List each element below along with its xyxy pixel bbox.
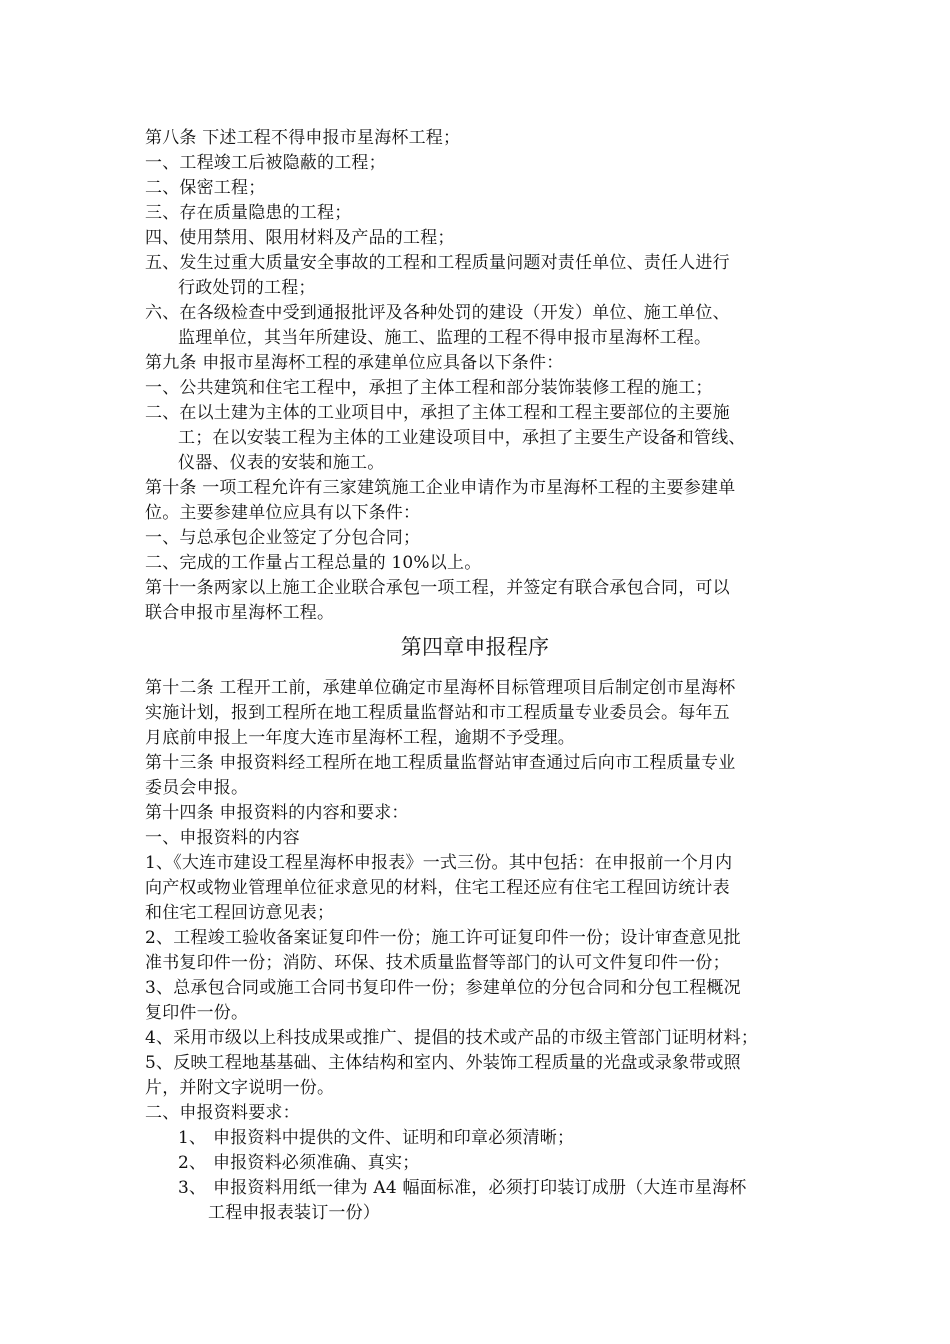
article-8-item-6: 六、在各级检查中受到通报批评及各种处罚的建设（开发）单位、施工单位、 (145, 303, 730, 323)
content-item-1-cont: 和住宅工程回访意见表； (145, 903, 335, 923)
requirement-item-1 (178, 1126, 574, 1151)
requirement-item-3 (178, 1176, 747, 1201)
article-9-item-2-cont: 仪器、仪表的安装和施工。 (178, 453, 385, 473)
article-14-title: 第十四条 申报资料的内容和要求： (145, 803, 409, 823)
content-item-3-cont: 复印件一份。 (145, 1003, 249, 1023)
requirement-number: 1、 (178, 1128, 207, 1148)
article-14-section-1: 一、申报资料的内容 (145, 828, 300, 848)
article-12-line: 月底前申报上一年度大连市星海杯工程，逾期不予受理。 (145, 728, 575, 748)
requirement-text: 申报资料必须准确、真实； (213, 1153, 420, 1173)
article-9-item-2: 二、在以土建为主体的工业项目中，承担了主体工程和工程主要部位的主要施 (145, 403, 730, 423)
content-item-5: 5、反映工程地基基础、主体结构和室内、外装饰工程质量的光盘或录象带或照 (145, 1053, 741, 1073)
requirement-text: 申报资料用纸一律为 A4 幅面标准，必须打印装订成册（大连市星海杯 (213, 1178, 747, 1198)
chapter-4-heading: 第四章申报程序 (400, 635, 550, 659)
article-8-item-6-cont: 监理单位，其当年所建设、施工、监理的工程不得申报市星海杯工程。 (178, 328, 712, 348)
content-item-5-cont: 片，并附文字说明一份。 (145, 1078, 335, 1098)
requirement-item-3-cont: 工程申报表装订一份） (208, 1203, 380, 1223)
article-9-item-2-cont: 工；在以安装工程为主体的工业建设项目中，承担了主要生产设备和管线、 (178, 428, 746, 448)
article-8-title: 第八条 下述工程不得申报市星海杯工程； (145, 128, 461, 148)
content-item-3: 3、总承包合同或施工合同书复印件一份；参建单位的分包合同和分包工程概况 (145, 978, 741, 998)
requirement-number: 3、 (178, 1178, 207, 1198)
content-item-4: 4、采用市级以上科技成果或推广、提倡的技术或产品的市级主管部门证明材料； (145, 1028, 759, 1048)
article-11-line: 联合申报市星海杯工程。 (145, 603, 335, 623)
article-12-line: 实施计划，报到工程所在地工程质量监督站和市工程质量专业委员会。每年五 (145, 703, 730, 723)
article-10-line: 第十条 一项工程允许有三家建筑施工企业申请作为市星海杯工程的主要参建单 (145, 478, 736, 498)
article-8-item-5: 五、发生过重大质量安全事故的工程和工程质量问题对责任单位、责任人进行 (145, 253, 730, 273)
requirement-number: 2、 (178, 1153, 207, 1173)
article-8-item-2: 二、保密工程； (145, 178, 266, 198)
article-10-item-2: 二、完成的工作量占工程总量的 10%以上。 (145, 553, 482, 573)
article-13-line: 第十三条 申报资料经工程所在地工程质量监督站审查通过后向市工程质量专业 (145, 753, 736, 773)
article-9-title: 第九条 申报市星海杯工程的承建单位应具备以下条件： (145, 353, 564, 373)
article-8-item-1: 一、工程竣工后被隐蔽的工程； (145, 153, 386, 173)
requirement-item-2 (178, 1151, 419, 1176)
article-11-line: 第十一条两家以上施工企业联合承包一项工程，并签定有联合承包合同，可以 (145, 578, 730, 598)
article-8-item-4: 四、使用禁用、限用材料及产品的工程； (145, 228, 455, 248)
content-item-2: 2、工程竣工验收备案证复印件一份；施工许可证复印件一份；设计审查意见批 (145, 928, 741, 948)
article-8-item-5-cont: 行政处罚的工程； (178, 278, 316, 298)
article-10-line: 位。主要参建单位应具有以下条件： (145, 503, 421, 523)
requirement-text: 申报资料中提供的文件、证明和印章必须清晰； (213, 1128, 575, 1148)
article-13-line: 委员会申报。 (145, 778, 249, 798)
article-9-item-1: 一、公共建筑和住宅工程中，承担了主体工程和部分装饰装修工程的施工； (145, 378, 713, 398)
article-14-section-2: 二、申报资料要求： (145, 1103, 300, 1123)
article-10-item-1: 一、与总承包企业签定了分包合同； (145, 528, 421, 548)
article-12-line: 第十二条 工程开工前，承建单位确定市星海杯目标管理项目后制定创市星海杯 (145, 678, 736, 698)
content-item-2-cont: 准书复印件一份；消防、环保、技术质量监督等部门的认可文件复印件一份； (145, 953, 730, 973)
content-item-1: 1、《大连市建设工程星海杯申报表》一式三份。其中包括：在申报前一个月内 (145, 853, 733, 873)
content-item-1-cont: 向产权或物业管理单位征求意见的材料，住宅工程还应有住宅工程回访统计表 (145, 878, 730, 898)
article-8-item-3: 三、存在质量隐患的工程； (145, 203, 352, 223)
